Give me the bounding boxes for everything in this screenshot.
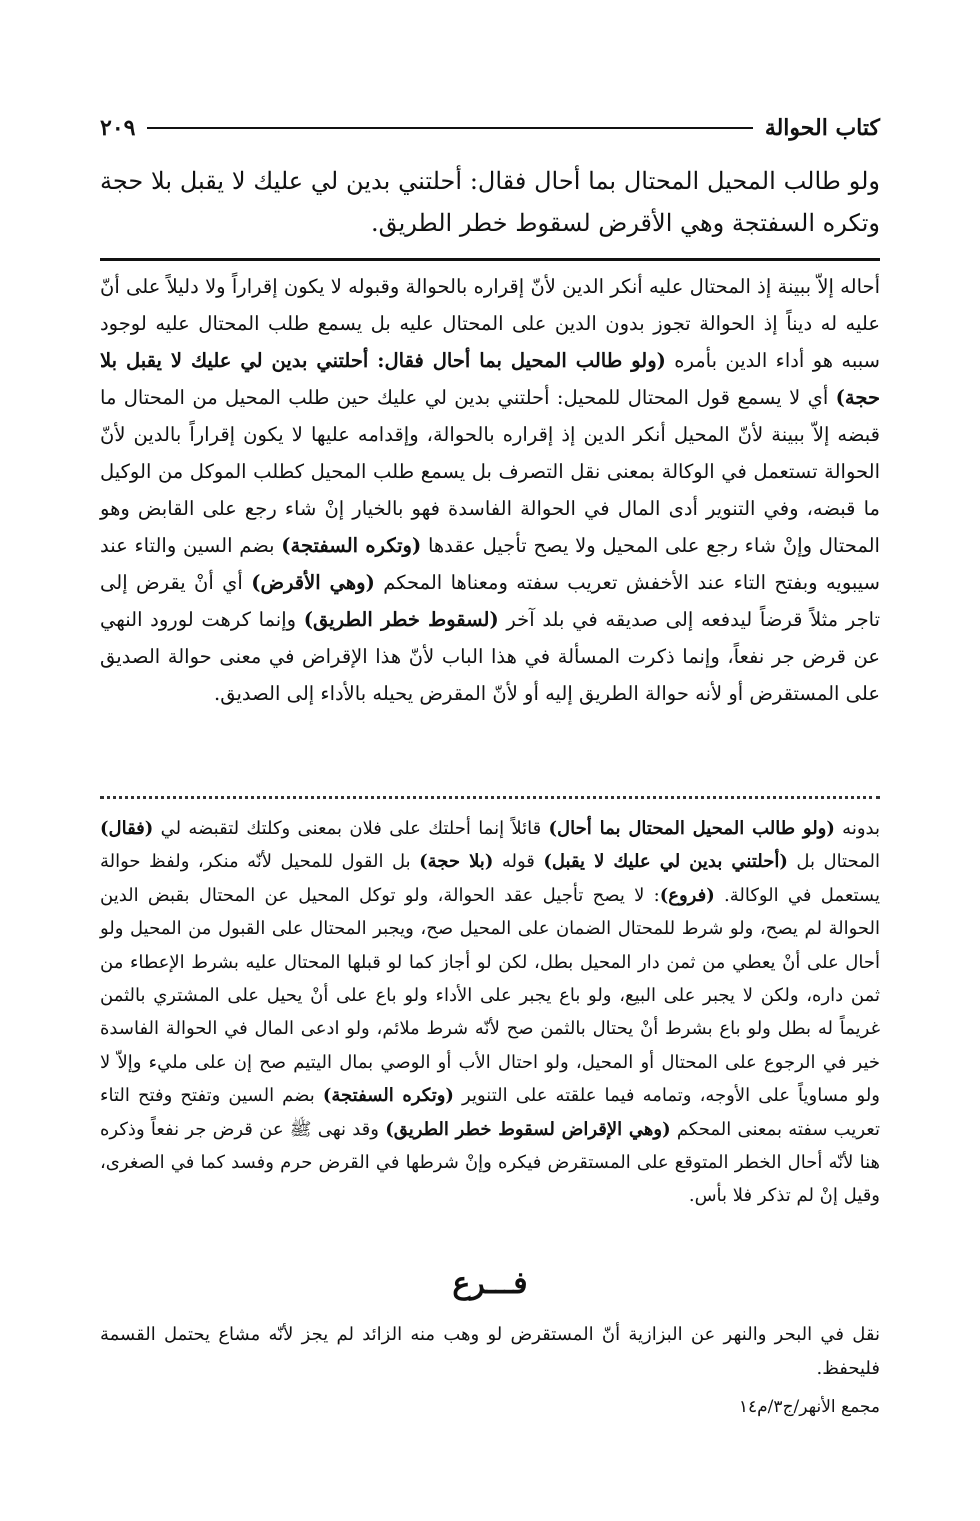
commentary-quote: (لسقوط خطر الطريق) — [303, 608, 499, 631]
book-title: كتاب الحوالة — [764, 115, 880, 141]
commentary-quote: (وهي الأقرض) — [251, 571, 375, 594]
subsection-body — [100, 1318, 880, 1386]
commentary-text: بضم السين والتاء عند سيبويه وبفتح التاء عند الأخفش تعريب سفته ومعناها المحكم — [100, 534, 881, 594]
commentary-quote: (وتكره السفتجة) — [281, 534, 422, 557]
subsection-paragraph: نقل في البحر والنهر عن البزازية أنّ المستقرض لو وهب منه الزائد لم يجز لأنّه مشاع يحتمل القسمة فليحفظ. — [100, 1324, 880, 1379]
footnote-quote: (وهي الإقراض لسقوط خطر الطريق) — [385, 1118, 671, 1140]
footnote-text: بدونه — [834, 818, 880, 839]
footnote-quote: (فقال) — [100, 818, 154, 839]
commentary-quote: (ولو طالب المحيل بما أحال فقال: أحلتني بدين لي عليك لا يقبل بلا حجة) — [100, 349, 880, 409]
footnote-text: قائلاً إنما أحلتك على فلان بمعنى وكلتك لتقبضه لي — [153, 818, 549, 839]
commentary-text: أي لا يسمع قول المحتال للمحيل: أحلتني بدين لي عليك حين طلب المحيل من المحتال ما قبضه إلاّ ببينة لأنّ المحيل أنكر الدين إذ إقراره بالحوالة، وإقدامه عليها لا يكون إقراراً بالدين لأنّ الحوالة تستعمل في الوكالة بمعنى نقل التصرف بل يسمع طلب المحيل كطلب الموكل من الوكيل ما قبضه، وفي التنوير أدى المال في الحوالة الفاسدة فهو بالخيار إنْ شاء رجع على القابض وهو المحتال وإنْ شاء رجع على المحيل ولا يصح تأجيل عقدها — [100, 386, 880, 557]
printer-signature: مجمع الأنهر/ج٣/م١٤ — [738, 1397, 880, 1417]
commentary — [100, 268, 880, 712]
subsection-heading: فـــرع — [452, 1266, 528, 1301]
running-header — [100, 108, 880, 148]
footnote-text: المحتال بل — [787, 851, 881, 873]
section-divider — [100, 258, 880, 261]
dotted-divider — [100, 796, 880, 799]
commentary-text: أحاله إلاّ ببينة إذ المحتال عليه أنكر الدين لأنّ إقراره بالحوالة وقبوله لا يكون إقراراً ولا دليلاً على أنّ عليه له ديناً إذ الحوالة تجوز بدون الدين على المحتال عليه بل يسمع طلب المحتال عليه لوجود سببه هو أداء الدين بأمره — [100, 275, 880, 372]
commentary-text: أي أنْ يقرض إلى تاجر مثلاً قرضاً ليدفعه إلى صديقه في بلد آخر — [100, 571, 880, 631]
footnote-quote: (بلا حجة) — [419, 851, 494, 873]
header-rule — [147, 127, 752, 129]
main-text-content: ولو طالب المحيل المحتال بما أحال فقال: أحلتني بدين لي عليك لا يقبل بلا حجة وتكره السفتجة وهي الأقرض لسقوط خطر الطريق. — [100, 167, 880, 237]
footnote-text: وقد نهى ﷺ عن قرض جر نفعاً وذكره هنا لأنّه أحال الخطر المتوقع على المستقرض فيكره وإنْ شرطها في القرض حرم وفسد كما في الصغرى، وقيل إنْ لم تذكر فلا بأس. — [100, 1118, 880, 1207]
footnote-quote: (أحلتني بدين لي عليك لا يقبل) — [543, 851, 788, 873]
footnote-quote: (ولو طالب المحيل المحتال بما أحال) — [548, 818, 835, 839]
footnote-quote: (وتكره السفتجة) — [322, 1085, 454, 1107]
footnote-commentary — [100, 812, 880, 1213]
commentary-text: وإنما كرهت لورود النهي عن قرض جر نفعاً، وإنما ذكرت المسألة في هذا الباب لأنّ هذا الإقراض في معنى حوالة الصديق على المستقرض أو لأنه حوالة الطريق إليه أو لأنّ المقرض يحيله بالأداء إلى الصديق. — [100, 608, 880, 705]
footnote-text: بضم السين وتفتح وفتح التاء تعريب سفته بمعنى المحكم — [100, 1085, 880, 1140]
main-text — [100, 160, 880, 244]
footnote-text: بل القول للمحيل لأنّه منكر، ولفظ حوالة يستعمل في الوكالة. — [100, 851, 881, 906]
footnote-text: : لا يصح تأجيل عقد الحوالة، ولو توكل المحيل عن المحتال بقبض الدين الحوالة لم يصح، ولو شرط للمحتال الضمان على المحيل صح، ويجبر المحتال على القبول من المحيل ولو أحال على أنْ يعطي من ثمن دار المحيل بطل، لكن لو أجاز كما لو قبلها المحتال عليه بشرط الإعطاء من ثمن داره، ولكن لا يجبر على البيع، ولو باع يجبر على الأداء ولو باع على أنْ يحيل على المشتري بالثمن غريماً له بطل ولو باع بشرط أنْ يحتال بالثمن صح لأنّه شرط ملائم، ولو ادعى المال في الحوالة الفاسدة خير في الرجوع على المحتال أو المحيل، ولو احتال الأب أو الوصي بمال اليتيم صح إن على مليء وإلاّ لا ولو مساوياً على الأوجه، وتمامه فيما علقته على التنوير — [100, 884, 880, 1107]
footnote-paragraph — [100, 812, 880, 1213]
commentary-paragraph — [100, 268, 880, 712]
page-number: ٢٠٩ — [100, 115, 136, 141]
footnote-text: قوله — [493, 851, 544, 873]
footnote-quote: (فروع) — [659, 884, 715, 906]
